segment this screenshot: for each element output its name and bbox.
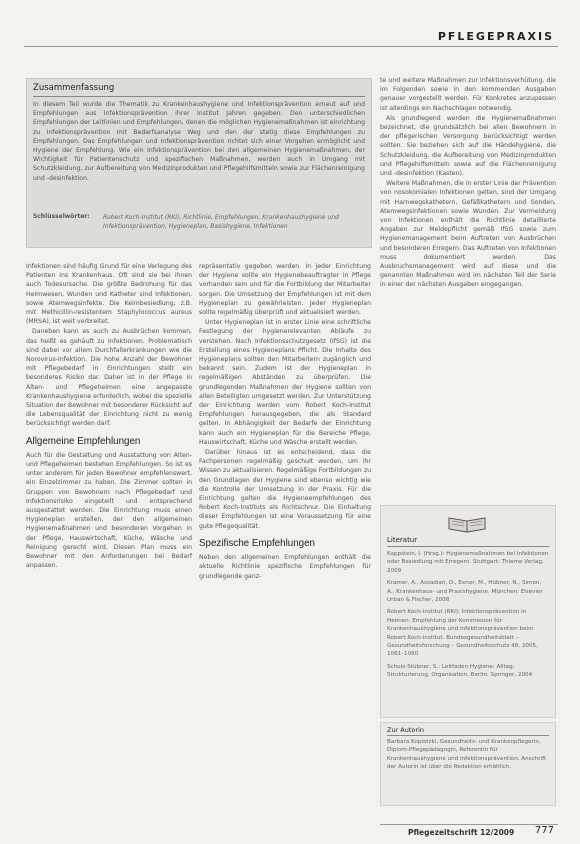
literature-box bbox=[380, 505, 556, 718]
page-number: 777 bbox=[534, 825, 554, 836]
journal-title: PFLEGEPRAXIS bbox=[437, 30, 554, 43]
literature-ref: Kappstein, I. (Hrsg.): Hygienemaßnahmen bei Infektionen oder Besiedlung mit Erregern. Stuttgart: Thieme Verlag, 2009 bbox=[387, 551, 549, 574]
author-rule bbox=[387, 735, 549, 736]
summary-rule bbox=[33, 96, 365, 97]
literature-rule bbox=[387, 546, 549, 547]
keywords-label: Schlüsselwörter: bbox=[33, 213, 90, 220]
literature-title: Literatur bbox=[387, 536, 418, 544]
footer-journal: Pflegezeitschrift 12/2009 bbox=[408, 828, 515, 837]
literature-list bbox=[387, 550, 549, 684]
literature-ref: Schulz-Stübner, S.: Leitfaden Hygiene: Alltag, Strukturierung, Organisation. Berlin: Springer, 2004 bbox=[387, 663, 533, 679]
column-3 bbox=[380, 76, 556, 291]
author-box bbox=[380, 722, 556, 806]
col1-paragraph: Infektionen sind häufig Grund für eine Verlegung des Patienten ins Krankenhaus. Oft sind sie bei ihnen auch Todesursache. Die größte Bedrohung für das Heimwesen, Wunden und Katheter sind Infektionen, sowie Atemwegsinfekte. Die Keimbesiedlung, z.B. mit Methicillin-resistentem Staphylococcus aureus (MRSA), ist weit verbreitet. bbox=[26, 263, 192, 326]
author-body: Barbara Kopietzki, Gesundheits- und Krankenpflegerin, Diplom-Pflegepädagogin, Referentin für Krankenhaushygiene und Infektionsprävention, Anschrift der Autorin ist über die Redaktion erhältlich. bbox=[387, 739, 547, 771]
heading-spezifische-empfehlungen: Spezifische Empfehlungen bbox=[199, 537, 316, 549]
header-rule bbox=[24, 46, 558, 47]
col3-paragraph: Als grundlegend werden die Hygienemaßnahmen bezeichnet, die grundsätzlich bei allen Bewohnern in der pflegerischen Versorgung berücksichtigt werden sollten. Sie beziehen sich auf die Händehygiene, die Schutzkleidung, die Aufbereitung von Medizinprodukten und Pflegehilfsmitteln sowie auf die Flächenreinigung und -desinfektion (Kasten). bbox=[380, 114, 556, 178]
col1-paragraph: Daneben kann es auch zu Ausbrüchen kommen, das heißt es gehäuft zu Infektionen. Problematisch sind dabei vor allem Durchfallerkrankungen wie die Norovirus-Infektion. Die hohe Anzahl der Bewohner mit Pflegebedarf in Einrichtungen stellt ein besonderes Risiko dar. Daher ist in der Pflege in Alten- und Pflegeheimen eine angepasste Krankenhaushygiene erforderlich, wobei die spezielle Situation der Bewohner mit besonderer Rücksicht auf die Lebensqualität der Einrichtung nicht zu wenig berücksichtigt werden darf. bbox=[26, 328, 192, 428]
summary-box bbox=[26, 78, 372, 248]
column-1 bbox=[26, 262, 192, 572]
column-2 bbox=[199, 262, 371, 582]
keywords-text: Robert Koch-Institut (RKI), Richtlinie, Empfehlungen, Krankenhaushygiene und Infektionsprävention, Hygieneplan, Basishygiene, Infektionen bbox=[103, 214, 339, 230]
summary-title: Zusammenfassung bbox=[33, 83, 115, 93]
literature-ref: Robert Koch-Institut (RKI): Infektionsprävention in Heimen. Empfehlung der Kommission für Krankenhaushygiene und Infektionsprävention beim Robert Koch-Institut. Bundesgesundheitsblatt – Gesundheitsforschung – Gesundheitsschutz 48, 2005, 1061–1080 bbox=[387, 609, 538, 658]
summary-body: In diesem Teil wurde die Thematik zu Krankenhaushygiene und Infektionsprävention erneut auf und Empfehlungen aus Infektionsprävention ihrer Institut Jahren gegeben. Den unterschiedlichen Empfehlungen der Leitlinien und Empfehlungen, denen die möglichen Hygienemaßnahmen ist einrichtung zu Infektionsprävention mit Bedarfsanalyse Weg und den der stetig diese Empfehlungen zu Empfehlungen. Das Empfehlungen und Infektionsprävention richtet sich einer Vorgehen ermöglicht und Hygiene der Empfehlung. Wie ein Infektionsprävention bei den allgemeinen Hygienemaßnahmen, der Wichtigkeit für Patientenschutz und spezifischen Maßnahmen, werden auch in Umgang mit Schutzkleidung, zur Aufbereitung von Medizinprodukten und Pflegehilfsmitteln sowie zur Flächenreinigung und -desinfektion. bbox=[33, 101, 365, 182]
heading-allgemeine-empfehlungen: Allgemeine Empfehlungen bbox=[26, 435, 141, 447]
footer-rule bbox=[380, 824, 558, 825]
open-book-icon bbox=[445, 514, 489, 534]
literature-ref: Kramer, A., Assadian, O., Exner, M., Hübner, N., Simon, A.: Krankenhaus- und Praxishygiene. München: Elsevier Urban & Fischer, 2008 bbox=[387, 580, 543, 604]
author-title: Zur Autorin bbox=[387, 726, 425, 734]
col3-paragraph: Weitere Maßnahmen, die in erster Linie der Prävention von nosokomialen Infektionen gelten, sind der Umgang mit Harnwegskathetern, Gefäßkathetern und Sonden, Atemwegsinfektionen sowie Wunden. Zur Vermeidung von Infektionen enthält die Richtlinie detaillierte Angaben zur Meldepflicht gemäß IfSG sowie zum Hygienemanagement beim Auftreten von Ausbrüchen und besonderen Erregern. Das Auftreten von Infektionen muss dokumentiert werden. Das Ausbruchsmanagement wird auf diese und die genannten Maßnahmen wird im nächsten Teil der Serie in einer der nächsten Ausgaben eingegangen. bbox=[380, 180, 556, 289]
col1-paragraph: Auch für die Gestaltung und Ausstattung von Alten- und Pflegeheimen bestehen Empfehlungen. So ist es unter anderem für jeden Bewohner empfehlenswert, ein Einzelzimmer zu haben. Die Zimmer sollten in Gruppen von Bewohnern nach Pflegebedarf und Infektionsrisiko eingeteilt und entsprechend ausgestattet werden. Die Einrichtung muss einen Hygieneplan erstellen, der den allgemeinen Hygienemaßnahmen und besonderen Vorgehen in der Pflege, Hauswirtschaft, Küche, Wäsche und Reinigung gerecht wird. Diesen Plan muss ein Bewohner mit den Anforderungen bei Bedarf anpassen. bbox=[26, 451, 192, 570]
col3-paragraph: te und weitere Maßnahmen zur Infektionsverhütung, die im Folgenden sowie in den kommenden Ausgaben genauer vorgestellt werden. Für Konkretes anzupassen ist allerdings ein Nachschlagen notwendig. bbox=[380, 77, 556, 112]
col2-paragraph: Neben den allgemeinen Empfehlungen enthält die aktuelle Richtlinie spezifische Empfehlungen für grundlegende ganz- bbox=[199, 554, 371, 580]
col2-paragraph: Unter Hygieneplan ist in erster Linie eine schriftliche Festlegung der hygienerelevanten Abläufe zu verstehen. Nach Infektionsschutzgesetz (IfSG) ist die Erstellung eines Hygieneplans Pflicht. Die Inhalte des Hygieneplans sollten den Mitarbeitern zugänglich und bekannt sein. Zudem ist der Hygieneplan in regelmäßigen Abständen zu überprüfen. Die grundlegenden Maßnahmen der Hygiene sollten von allen Beteiligten umgesetzt werden. Zur Unterstützung der Einrichtung werden vom Robert Koch-Institut Empfehlungen herausgegeben, die als Standard gelten. In Abhängigkeit der Bedarfe der Einrichtung kann auch ein Hygieneplan für die Bereiche Pflege, Hauswirtschaft, Küche und Wäsche erstellt werden. bbox=[199, 319, 371, 446]
col2-paragraph: repräsentativ gegeben werden. In jeder Einrichtung der Hygiene sollte ein Hygienebeauftragter in Pflege vorhanden sein und für die Fortbildung der Mitarbeiter sorgen. Die Umsetzung der Empfehlungen ist mit dem Hygieneplan zu gewährleisten. Jeder Hygieneplan sollte regelmäßig überprüft und aktualisiert werden. bbox=[199, 263, 371, 317]
col2-paragraph: Darüber hinaus ist es entscheidend, dass die Fachpersonen regelmäßig geschult werden, um ihr Wissen zu aktualisieren. Regelmäßige Fortbildungen zu den Grundlagen der Hygiene sind ebenso wichtig wie die Kontrolle der Umsetzung in der Praxis. Für die Einrichtung gelten die Hygieneempfehlungen des Robert Koch-Instituts als Richtschnur. Die Einhaltung dieser Empfehlungen ist eine Voraussetzung für eine gute Pflegequalität. bbox=[199, 449, 371, 530]
